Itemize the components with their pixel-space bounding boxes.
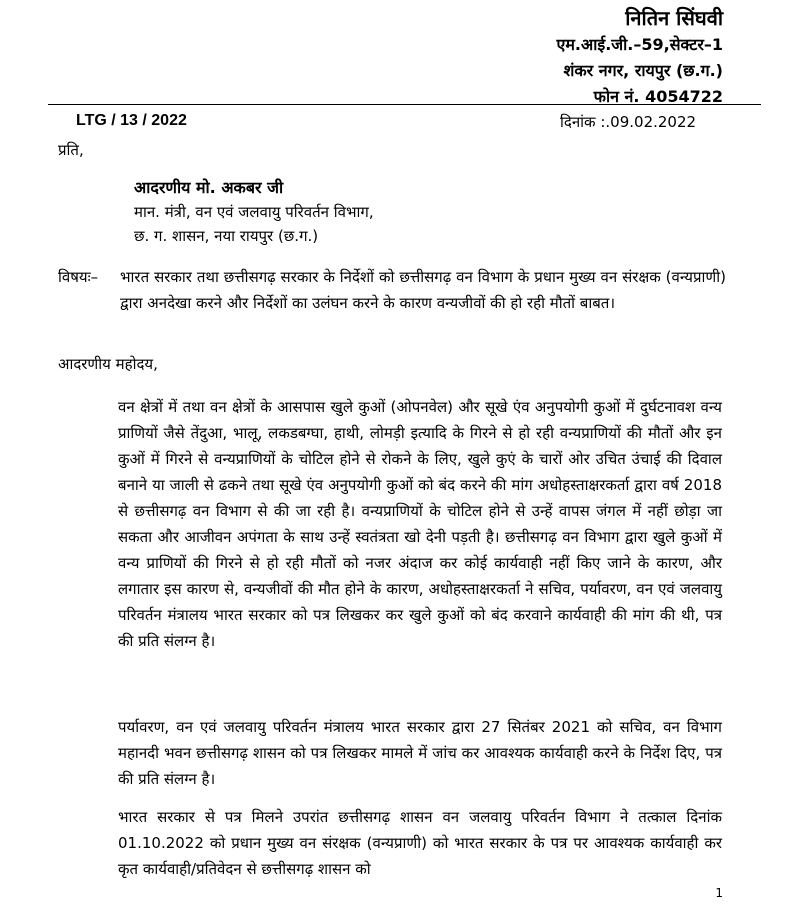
page-number: 1 bbox=[715, 886, 723, 900]
sender-address-line-1: एम.आई.जी.–59,सेक्टर–1 bbox=[556, 35, 723, 54]
addressee-line-1: मान. मंत्री, वन एवं जलवायु परिवर्तन विभाग, bbox=[134, 203, 374, 221]
sender-block bbox=[557, 4, 724, 110]
subject-block bbox=[58, 264, 726, 316]
subject-label: विषयः– bbox=[58, 268, 99, 286]
body-paragraph-2: पर्यावरण, वन एवं जलवायु परिवर्तन मंत्रालय भारत सरकार द्वारा 27 सितंबर 2021 को सचिव, वन विभाग महानदी भवन छत्तीसगढ़ शासन को पत्र लिखकर मामले में जांच कर आवश्यक कार्यवाही करने के निर्देश दिए, पत्र की प्रति संलग्न है। bbox=[118, 718, 722, 788]
to-label: प्रति, bbox=[58, 141, 84, 159]
body-paragraph-3: भारत सरकार से पत्र मिलने उपरांत छत्तीसगढ़ शासन वन जलवायु परिवर्तन विभाग ने तत्काल दिनांक 01.10.2022 को प्रधान मुख्य वन संरक्षक (वन्यप्राणी) को भारत सरकार के पत्र पर आवश्यक कार्यवाही कर कृत कार्यवाही/प्रतिवेदन से छत्तीसगढ़ शासन को bbox=[118, 808, 722, 878]
salutation: आदरणीय महोदय, bbox=[58, 355, 158, 373]
sender-name: नितिन सिंघवी bbox=[625, 6, 723, 30]
letter-date: दिनांक :.09.02.2022 bbox=[560, 113, 697, 131]
reference-number: LTG / 13 / 2022 bbox=[76, 112, 187, 129]
header-divider bbox=[48, 104, 761, 105]
addressee-name: आदरणीय मो. अकबर जी bbox=[134, 178, 284, 197]
addressee-block bbox=[134, 176, 374, 248]
addressee-line-2: छ. ग. शासन, नया रायपुर (छ.ग.) bbox=[134, 227, 319, 245]
subject-text: भारत सरकार तथा छत्तीसगढ़ सरकार के निर्देशों को छत्तीसगढ़ वन विभाग के प्रधान मुख्य वन संरक्षक (वन्यप्राणी) द्वारा अनदेखा करने और निर्देशों का उलंघन करने के कारण वन्यजीवों की हो रही मौतों बाबत। bbox=[120, 268, 726, 312]
sender-address-line-2: शंकर नगर, रायपुर (छ.ग.) bbox=[563, 61, 723, 80]
sender-phone: फोन नं. 4054722 bbox=[593, 87, 723, 106]
body-paragraph-1: वन क्षेत्रों में तथा वन क्षेत्रों के आसपास खुले कुओं (ओपनवेल) और सूखे एंव अनुपयोगी कुओं में दुर्घटनावश वन्य प्राणियों जैसे तेंदुआ, भालू, लकडबग्घा, हाथी, लोमड़ी इत्यादि के गिरने से हो रही वन्यप्राणियों की मौतों और इन कुओं में गिरने से वन्यप्राणियों के चोटिल होने से रोकने के लिए, खुले कुएं के चारों ओर उचित उंचाई की दिवाल बनाने या जाली से ढकने तथा सूखे एंव अनुपयोगी कुओं को बंद करने की मांग अधोहस्ताक्षरकर्ता द्वारा वर्ष 2018 से छत्तीसगढ़ वन विभाग से की जा रही है। वन्यप्राणियों के चोटिल होने से उन्हें वापस जंगल में नहीं छोड़ा जा सकता और आजीवन अपंगता के साथ उन्हें स्वतंत्रता खो देनी पड़ती है। छत्तीसगढ़ वन विभाग द्वारा खुले कुओं में वन्य प्राणियों की गिरने से हो रही मौतों को नजर अंदाज कर कोई कार्यवाही नहीं किए जाने के कारण, और लगातार इस कारण से, वन्यजीवों की मौत होने के कारण, अधोहस्ताक्षरकर्ता ने सचिव, पर्यावरण, वन एवं जलवायु परिवर्तन मंत्रालय भारत सरकार को पत्र लिखकर कर खुले कुओं को बंद करवाने कार्यवाही की मांग की थी, पत्र की प्रति संलग्न है। bbox=[118, 398, 722, 650]
